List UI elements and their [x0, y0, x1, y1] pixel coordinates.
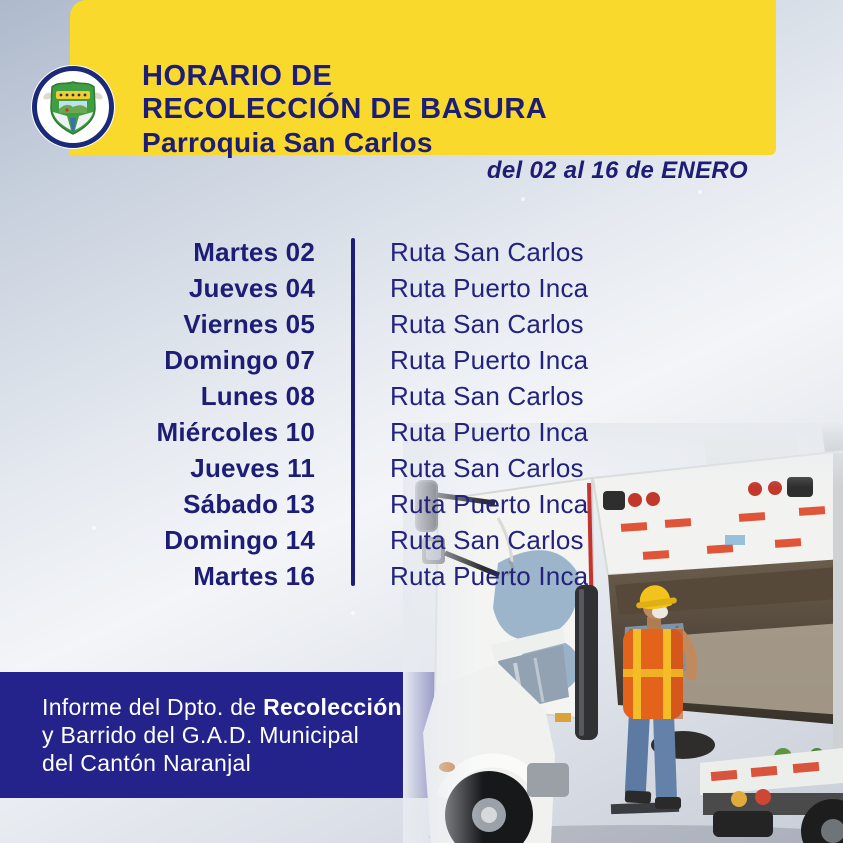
footer-line-3: del Cantón Naranjal: [42, 750, 251, 776]
header-title-block: [142, 60, 547, 159]
schedule-row: [0, 270, 843, 306]
footer-line-1-bold: Recolección: [263, 694, 402, 720]
day-label: Domingo 07: [164, 344, 315, 375]
day-label: Lunes 08: [200, 380, 315, 411]
footer-band: [0, 672, 452, 798]
date-range-label: del 02 al 16 de ENERO: [486, 157, 748, 184]
route-label: Ruta Puerto Inca: [390, 272, 589, 303]
day-label: Jueves 04: [188, 272, 315, 303]
schedule-row: [0, 306, 843, 342]
schedule-row: [0, 486, 843, 522]
municipal-coat-of-arms-icon: [30, 64, 116, 150]
title-line-1: HORARIO DE: [142, 60, 333, 92]
footer-line-2: y Barrido del G.A.D. Municipal: [42, 722, 360, 748]
sparkle-dot: [351, 611, 355, 615]
day-label: Sábado 13: [183, 488, 315, 519]
route-label: Ruta Puerto Inca: [390, 560, 589, 591]
day-label: Jueves 11: [190, 452, 315, 483]
footer-line-1-regular: Informe del Dpto. de: [42, 694, 264, 720]
schedule-row: [0, 342, 843, 378]
day-label: Martes 02: [193, 236, 315, 267]
schedule-row: [0, 558, 843, 594]
route-label: Ruta San Carlos: [390, 308, 584, 339]
schedule-row: [0, 522, 843, 558]
schedule-rows: [0, 234, 843, 594]
route-label: Ruta San Carlos: [390, 380, 584, 411]
schedule-row: [0, 450, 843, 486]
route-label: Ruta San Carlos: [390, 524, 584, 555]
sparkle-dot: [521, 197, 525, 201]
schedule-row: [0, 414, 843, 450]
route-label: Ruta Puerto Inca: [390, 488, 589, 519]
route-label: Ruta San Carlos: [390, 236, 584, 267]
sparkle-dot: [698, 190, 702, 194]
header-subtitle: Parroquia San Carlos: [142, 127, 433, 158]
title-line-2: RECOLECCIÓN DE BASURA: [142, 93, 548, 125]
day-label: Viernes 05: [183, 308, 315, 339]
schedule-row: [0, 234, 843, 270]
day-label: Miércoles 10: [156, 416, 315, 447]
route-label: Ruta San Carlos: [390, 452, 584, 483]
footer-line-1: [42, 693, 452, 721]
day-label: Domingo 14: [164, 524, 315, 555]
schedule-row: [0, 378, 843, 414]
route-label: Ruta Puerto Inca: [390, 416, 589, 447]
day-label: Martes 16: [193, 560, 315, 591]
route-label: Ruta Puerto Inca: [390, 344, 589, 375]
